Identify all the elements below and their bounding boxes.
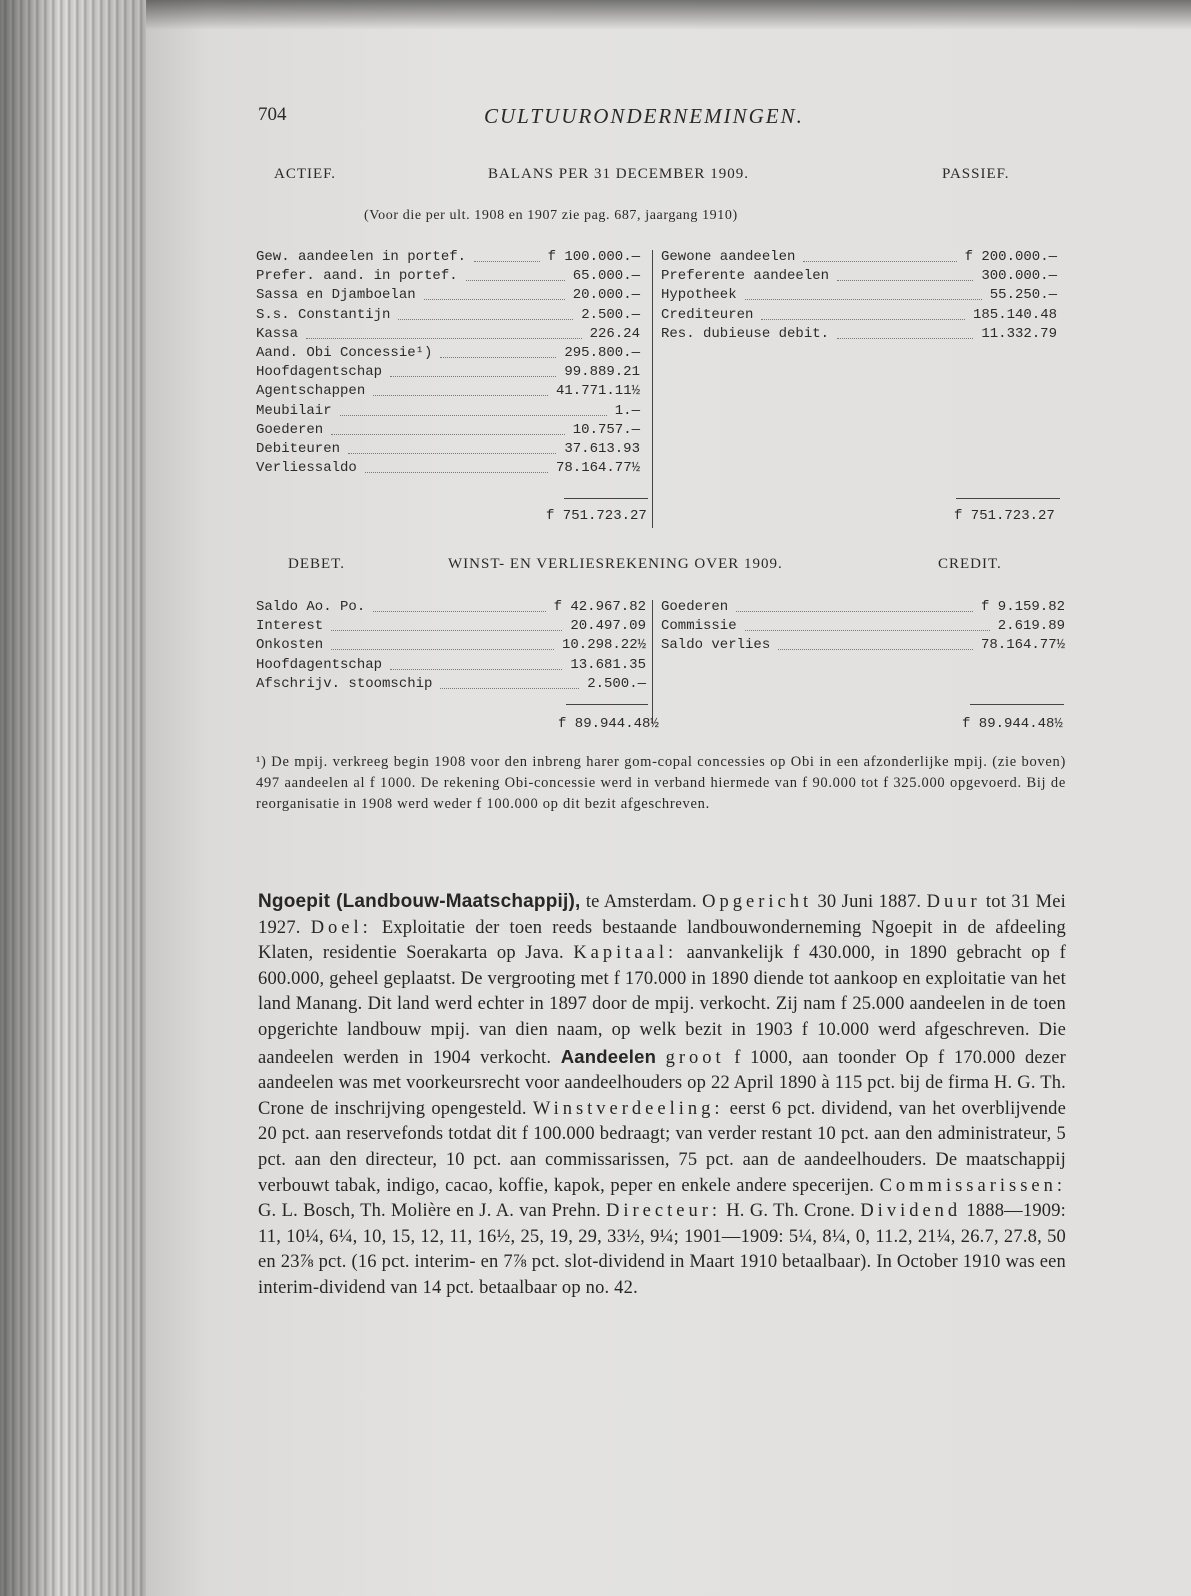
footnote: ¹) De mpij. verkreeg begin 1908 voor den inbreng harer gom-copal concessies op Obi in een afzonderlijke mpij. (zie boven) 497 aandeelen al f 1000. De rekening Obi-concessie werd in verband hiermede van f 90.000 tot f 325.000 opgevoerd. Bij de reorganisatie in 1908 werd weder f 100.000 op dit bezit afgeschreven. <box>256 754 1066 812</box>
book-page-edges <box>0 0 150 1596</box>
asset-row <box>256 267 640 286</box>
entry-text: Exploitatie der toen reeds bestaande landbouwonderneming Ngoepit in de afdeeling Klaten, residentie Soerakarta op Java. <box>258 917 1066 964</box>
liability-row-leader <box>837 325 973 339</box>
asset-row-label: Verliessaldo <box>256 460 357 477</box>
liability-row-amount: 11.332.79 <box>981 325 1057 342</box>
entry-text: eerst 6 pct. dividend, van het overblijvende 20 pct. aan reservefonds totdat dit f 100.000 bedraagt; van verder restant 10 pct. aan den administrateur, 5 pct. aan den directeur, 10 pct. aan commissarissen, 75 pct. aan de aandeelhouders. De maatschappij verbouwt tabak, indigo, cacao, koffie, kapok, peper en enkele andere specerijen. <box>258 1098 1066 1196</box>
asset-row <box>256 286 640 305</box>
liability-row-leader <box>837 267 973 281</box>
liability-row <box>661 248 1057 267</box>
asset-row-label: S.s. Constantijn <box>256 306 391 323</box>
credit-row-leader <box>745 617 990 631</box>
debit-row <box>256 617 646 636</box>
liability-row-label: Crediteuren <box>661 306 754 323</box>
debit-row-label: Onkosten <box>256 637 324 654</box>
liability-row-label: Preferente aandeelen <box>661 268 830 285</box>
label-doel: Doel: <box>310 917 372 938</box>
debit-row <box>256 636 646 655</box>
entry-text: G. L. Bosch, Th. Molière en J. A. van Prehn. <box>258 1201 607 1222</box>
credit-row-label: Commissie <box>661 618 737 635</box>
asset-row <box>256 421 640 440</box>
asset-row-label: Prefer. aand. in portef. <box>256 268 458 285</box>
asset-row-amount: 1.— <box>614 402 640 419</box>
pl-left-heading: DEBET. <box>288 556 345 572</box>
debit-row-leader <box>440 675 579 689</box>
liabilities-total-rule <box>956 498 1060 499</box>
debit-row-label: Saldo Ao. Po. <box>256 599 366 615</box>
asset-row-amount: 78.164.77½ <box>555 460 640 477</box>
asset-row <box>256 306 640 325</box>
book-page <box>146 0 1191 1596</box>
liability-row-leader <box>761 306 965 320</box>
asset-row-leader <box>348 440 556 454</box>
page-title: CULTUURONDERNEMINGEN. <box>484 104 804 128</box>
credit-row <box>661 598 1065 617</box>
balance-note: (Voor die per ult. 1908 en 1907 zie pag. 687, jaargang 1910) <box>364 208 738 223</box>
assets-total: f 751.723.27 <box>546 508 647 524</box>
credit-row-leader <box>736 598 973 612</box>
entry-text: H. G. Th. Crone. <box>721 1201 861 1222</box>
credit-row-label: Goederen <box>661 599 729 615</box>
label-winstverdeeling: Winstverdeeling: <box>532 1098 724 1119</box>
debit-row-leader <box>331 636 554 650</box>
balance-divider <box>652 250 653 528</box>
asset-row-leader <box>306 325 582 339</box>
liability-row <box>661 286 1057 305</box>
asset-row-amount: 10.757.— <box>572 421 640 438</box>
debit-row <box>256 598 646 617</box>
entry-text: aanvankelijk f 430.000, in 1890 gebracht op f 600.000, geheel geplaatst. De vergrooting met f 170.000 in 1890 diende tot aankoop en exploitatie van het land Manang. Dit land werd echter in 1897 door de mpij. verkocht. Zij nam f 25.000 aandeelen in de toen opgerichte landbouw mpij. van dien naam, op welk bezit in 1903 f 10.000 werd afgeschreven. Die aandeelen werden in 1904 verkocht. <box>258 943 1066 1068</box>
asset-row-leader <box>466 267 565 281</box>
liability-row-amount: 185.140.48 <box>972 306 1057 323</box>
asset-row-amount: 37.613.93 <box>564 440 640 457</box>
balance-right-heading: PASSIEF. <box>942 166 1010 182</box>
asset-row-label: Sassa en Djamboelan <box>256 287 416 304</box>
entry-text <box>656 1048 666 1068</box>
page-number: 704 <box>258 104 287 125</box>
asset-row-amount: f 100.000.— <box>547 249 640 265</box>
asset-row-leader <box>424 286 565 300</box>
asset-row-label: Goederen <box>256 421 324 438</box>
debit-row <box>256 656 646 675</box>
debit-row-amount: 10.298.22½ <box>561 637 646 654</box>
entry-text: te Amsterdam. <box>580 892 703 912</box>
liability-row-amount: 55.250.— <box>989 287 1057 304</box>
asset-row-label: Meubilair <box>256 402 332 419</box>
debit-row-leader <box>373 598 546 612</box>
asset-row-leader <box>440 344 556 358</box>
asset-row-label: Hoofdagentschap <box>256 364 383 381</box>
asset-row <box>256 382 640 401</box>
entry-text: 1888—1909: 11, 10¼, 6¼, 10, 15, 12, 11, 16½, 25, 19, 29, 33½, 9¼; 1901—1909: 5¼, 8¼, 0, 11.2, 21¼, 26.7, 27.8, 50 en 23⅞ pct. (16 pct. interim- en 7⅞ pct. slot-dividend in Maart 1910 betaalbaar). In October 1910 was een interim-dividend van 14 pct. betaalbaar op no. 42. <box>258 1201 1067 1298</box>
asset-row <box>256 363 640 382</box>
asset-row-label: Agentschappen <box>256 383 366 400</box>
asset-row <box>256 402 640 421</box>
label-directeur: Directeur: <box>606 1201 722 1222</box>
liability-row-label: Hypotheek <box>661 287 737 304</box>
asset-row-label: Aand. Obi Concessie¹) <box>256 344 433 361</box>
credit-row-amount: 2.619.89 <box>997 618 1065 635</box>
debit-row-amount: f 42.967.82 <box>553 599 646 615</box>
liability-row-label: Gewone aandeelen <box>661 249 796 265</box>
label-commissarissen: Commissarissen: <box>879 1175 1066 1196</box>
assets-column <box>256 248 640 478</box>
debit-row <box>256 675 646 694</box>
label-aandeelen: Aandeelen <box>560 1045 657 1067</box>
asset-row-label: Kassa <box>256 325 299 342</box>
asset-row-amount: 2.500.— <box>581 306 640 323</box>
liability-row-amount: f 200.000.— <box>964 249 1057 265</box>
asset-row-amount: 41.771.11½ <box>555 383 640 400</box>
liability-row <box>661 267 1057 286</box>
company-name: Ngoepit (Landbouw-Maatschappij), <box>258 891 581 912</box>
liability-row <box>661 306 1057 325</box>
liability-row-leader <box>803 248 957 262</box>
liability-row <box>661 325 1057 344</box>
liability-row-leader <box>745 286 982 300</box>
credit-row <box>661 636 1065 655</box>
label-groot: groot <box>665 1047 725 1068</box>
asset-row <box>256 248 640 267</box>
debit-row-label: Hoofdagentschap <box>256 656 383 673</box>
credit-total: f 89.944.48½ <box>962 716 1063 732</box>
credit-row <box>661 617 1065 636</box>
credit-column <box>661 598 1065 656</box>
entry-text: 30 Juni 1887. <box>812 892 927 912</box>
asset-row-amount: 295.800.— <box>564 344 640 361</box>
debit-row-amount: 20.497.09 <box>570 618 646 635</box>
asset-row-leader <box>390 363 556 377</box>
asset-row-leader <box>365 459 548 473</box>
debit-row-label: Afschrijv. stoomschip <box>256 675 433 692</box>
credit-total-rule <box>970 704 1064 705</box>
debit-total: f 89.944.48½ <box>558 716 659 732</box>
asset-row-leader <box>340 402 607 416</box>
liabilities-total: f 751.723.27 <box>954 508 1055 524</box>
asset-row <box>256 325 640 344</box>
credit-row-label: Saldo verlies <box>661 637 771 654</box>
assets-total-rule <box>564 498 648 499</box>
asset-row-amount: 20.000.— <box>572 287 640 304</box>
label-duur: Duur <box>926 892 981 912</box>
pl-title: WINST- EN VERLIESREKENING OVER 1909. <box>448 556 783 572</box>
debit-row-label: Interest <box>256 618 324 635</box>
asset-row-amount: 226.24 <box>589 325 640 342</box>
liabilities-column <box>661 248 1057 344</box>
asset-row-leader <box>373 382 548 396</box>
label-opgericht: Opgericht <box>702 892 813 912</box>
balance-title: BALANS PER 31 DECEMBER 1909. <box>488 166 749 182</box>
asset-row-leader <box>474 248 540 262</box>
pl-divider <box>652 600 653 724</box>
liability-row-amount: 300.000.— <box>981 268 1057 285</box>
label-kapitaal: Kapitaal: <box>573 943 678 964</box>
debit-column <box>256 598 646 694</box>
company-entry <box>258 889 1066 1302</box>
credit-row-leader <box>778 636 973 650</box>
page-shadow <box>146 0 1191 30</box>
asset-row-amount: 99.889.21 <box>564 364 640 381</box>
debit-row-amount: 13.681.35 <box>570 656 646 673</box>
entry-text: tot 31 Mei 1927. <box>258 892 1067 938</box>
pl-right-heading: CREDIT. <box>938 556 1002 572</box>
asset-row-label: Debiteuren <box>256 440 341 457</box>
asset-row <box>256 440 640 459</box>
debit-row-amount: 2.500.— <box>587 675 646 692</box>
liability-row-label: Res. dubieuse debit. <box>661 325 830 342</box>
label-dividend: Dividend <box>860 1201 962 1222</box>
debit-total-rule <box>566 704 648 705</box>
credit-row-amount: 78.164.77½ <box>980 637 1065 654</box>
entry-text: f 1000, aan toonder Op f 170.000 dezer aandeelen was met voorkeursrecht voor aandeelhouders op 22 April 1890 à 115 pct. bij de firma H. G. Th. Crone de inschrijving opengesteld. <box>258 1047 1066 1119</box>
credit-row-amount: f 9.159.82 <box>980 599 1065 615</box>
asset-row-label: Gew. aandeelen in portef. <box>256 249 467 265</box>
asset-row <box>256 459 640 478</box>
debit-row-leader <box>390 656 562 670</box>
asset-row-leader <box>331 421 565 435</box>
debit-row-leader <box>331 617 562 631</box>
balance-left-heading: ACTIEF. <box>274 166 337 182</box>
asset-row <box>256 344 640 363</box>
asset-row-leader <box>398 306 573 320</box>
asset-row-amount: 65.000.— <box>572 268 640 285</box>
